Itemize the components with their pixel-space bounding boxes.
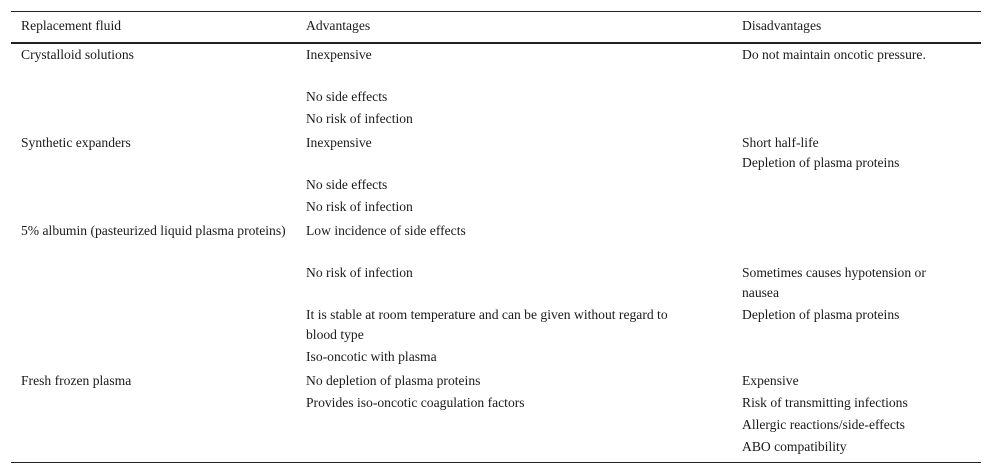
header-advantages: Advantages [306,18,371,33]
row-3-fluid: 5% albumin (pasteurized liquid plasma proteins) [21,223,286,238]
row-3-advantage-3: It is stable at room temperature and can be given without regard to blood type [306,307,668,342]
row-4-fluid: Fresh frozen plasma [21,373,132,388]
row-4-advantage-1: No depletion of plasma proteins [306,373,481,388]
row-2-disadvantage-1: Short half-life [742,135,819,150]
row-2-fluid: Synthetic expanders [21,135,131,150]
row-3-advantage-2: No risk of infection [306,265,413,280]
header-disadvantages: Disadvantages [742,18,822,33]
row-2-disadvantage-2: Depletion of plasma proteins [742,155,900,170]
row-4-disadvantage-2: Risk of transmitting infections [742,395,908,410]
row-3-advantage-1: Low incidence of side effects [306,223,466,238]
row-1-advantage-3: No risk of infection [306,111,413,126]
row-4-disadvantage-1: Expensive [742,373,799,388]
header-replacement-fluid: Replacement fluid [21,18,122,33]
row-2-advantage-2: No side effects [306,177,388,192]
table-bottom-rule [11,462,981,463]
row-4-disadvantage-4: ABO compatibility [742,439,847,454]
row-3-advantage-4: Iso-oncotic with plasma [306,349,437,364]
table-top-rule [11,11,981,12]
row-2-advantage-1: Inexpensive [306,135,372,150]
row-4-advantage-2: Provides iso-oncotic coagulation factors [306,395,525,410]
row-2-advantage-3: No risk of infection [306,199,413,214]
row-1-disadvantage-1: Do not maintain oncotic pressure. [742,47,926,62]
row-1-fluid: Crystalloid solutions [21,47,134,62]
row-3-disadvantage-2: Depletion of plasma proteins [742,307,900,322]
row-4-disadvantage-3: Allergic reactions/side-effects [742,417,905,432]
row-3-disadvantage-1: Sometimes causes hypotension or nausea [742,265,926,300]
row-1-advantage-2: No side effects [306,89,388,104]
header-rule [11,42,981,44]
row-1-advantage-1: Inexpensive [306,47,372,62]
